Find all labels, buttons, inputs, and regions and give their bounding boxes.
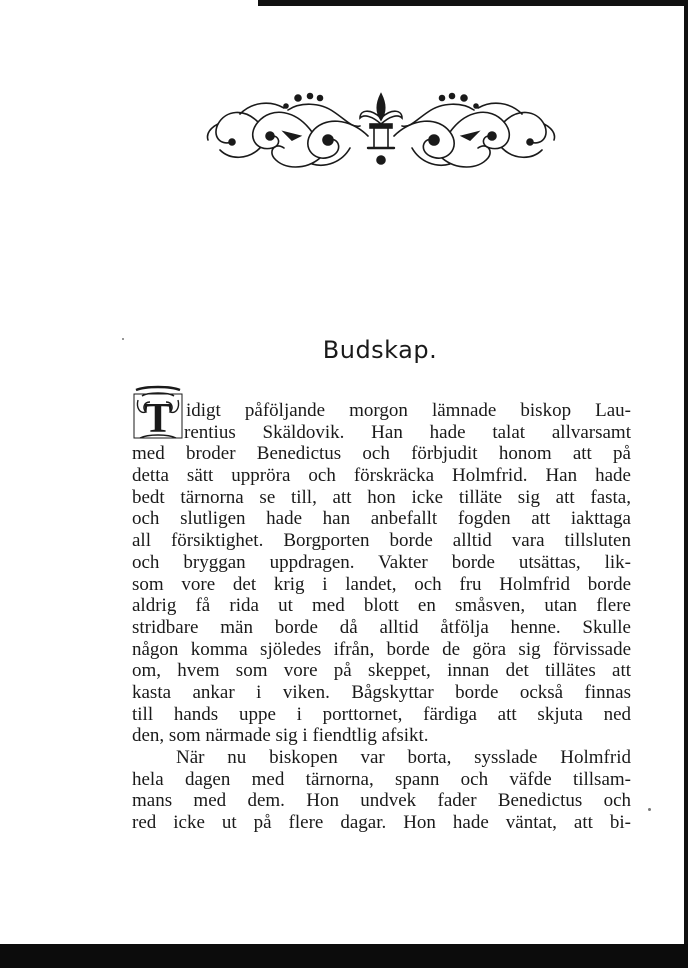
- chapter-title: Budskap.: [322, 336, 438, 364]
- scan-border-top: [258, 0, 688, 6]
- text-line: stridbare män borde då alltid åtfölja henne. Skulle: [132, 616, 631, 638]
- chapter-body: [132, 400, 631, 834]
- text-line: detta sätt uppröra och förskräcka Holmfrid. Han hade: [132, 465, 631, 487]
- text-line: När nu biskopen var borta, sysslade Holmfrid: [176, 747, 631, 768]
- text-line: rentius Skäldovik. Han hade talat allvarsamt: [184, 421, 631, 443]
- text-line: red icke ut på flere dagar. Hon hade väntat, att bi-: [132, 812, 631, 834]
- text-line: någon komma sjöledes ifrån, borde de göra sig förvissade: [132, 638, 631, 660]
- text-line: och bryggan uppdragen. Vakter borde utsättas, lik-: [132, 551, 631, 573]
- text-line: all försiktighet. Borgporten borde alltid vara tillsluten: [132, 530, 631, 552]
- drop-cap-letter: T: [143, 396, 173, 442]
- text-line: som vore det krig i landet, och fru Holmfrid borde: [132, 573, 631, 595]
- scan-border-right: [684, 0, 688, 968]
- text-line: kasta ankar i viken. Bågskyttar borde också finnas: [132, 681, 631, 703]
- scan-border-bottom: [0, 944, 688, 968]
- text-line: aldrig få rida ut med blott en småsven, utan flere: [132, 595, 631, 617]
- scan-speck: [648, 808, 651, 811]
- text-line: med broder Benedictus och förbjudit honom att på: [132, 443, 631, 465]
- text-line: till hands uppe i porttornet, färdiga att skjuta ned: [132, 703, 631, 725]
- text-line: den, som närmade sig i fiendtlig afsikt.: [132, 725, 429, 747]
- text-line: bedt tärnorna se till, att hon icke tilläte sig att fasta,: [132, 486, 631, 508]
- text-line: och slutligen hade han anbefallt fogden att iakttaga: [132, 508, 631, 530]
- text-line: idigt påföljande morgon lämnade biskop Lau-: [186, 400, 631, 421]
- scan-speck: [122, 338, 124, 340]
- decorative-headpiece-ornament: [200, 88, 562, 176]
- text-line: mans med dem. Hon undvek fader Benedictus och: [132, 790, 631, 812]
- text-line: om, hvem som vore på skeppet, innan det tillätes att: [132, 660, 631, 682]
- text-line: hela dagen med tärnorna, spann och väfde tillsam-: [132, 768, 631, 790]
